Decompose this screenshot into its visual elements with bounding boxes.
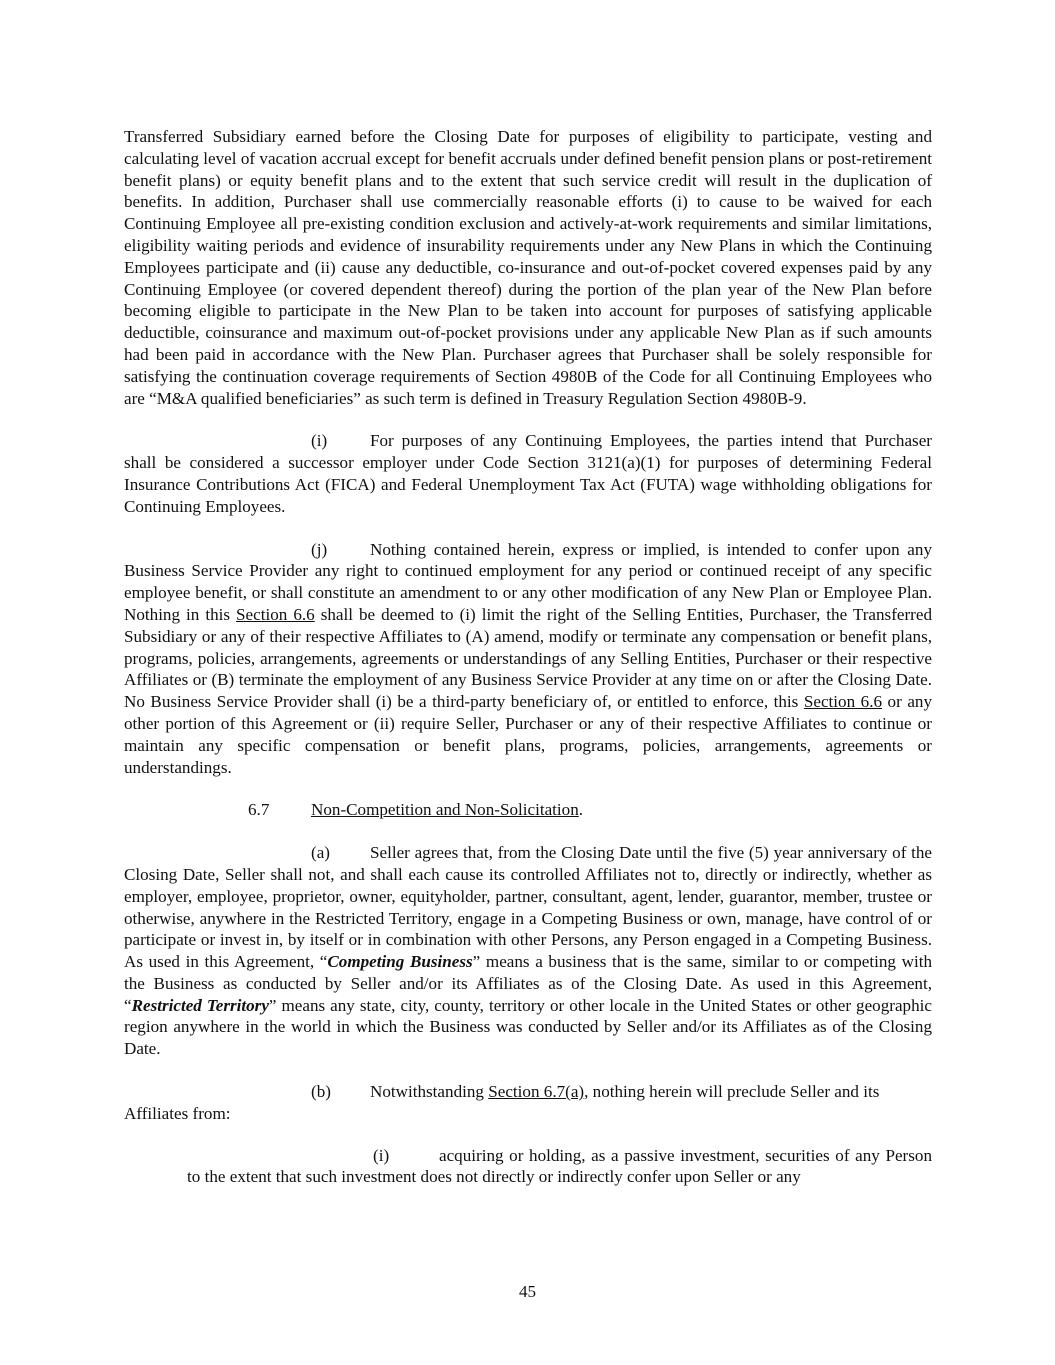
clause-j-text-3: or any other portion of this Agreement or (ii) require Seller, Purchaser or any of their respective Affiliates to continue or maintain any specific compensation or benefit plans, programs, policies, arrangements, agreements or understandings. — [124, 692, 933, 777]
carryover-paragraph: Transferred Subsidiary earned before the Closing Date for purposes of eligibility to participate, vesting and calculating level of vacation accrual except for benefit accruals under defined benefit pension plans or post-retirement benefit plans) or equity benefit plans and to the extent that such service credit will result in the duplication of benefits. In addition, Purchaser shall use commercially reasonable efforts (i) to cause to be waived for each Continuing Employee all pre-existing condition exclusion and actively-at-work requirements and similar limitations, eligibility waiting periods and evidence of insurability requirements under any New Plans in which the Continuing Employees participate and (ii) cause any deductible, co-insurance and out-of-pocket covered expenses paid by any Continuing Employee (or covered dependent thereof) during the portion of the plan year of the New Plan before becoming eligible to participate in the New Plan to be taken into account for purposes of satisfying applicable deductible, coinsurance and maximum out-of-pocket provisions under any applicable New Plan as if such amounts had been paid in accordance with the New Plan. Purchaser agrees that Purchaser shall be solely responsible for satisfying the continuation coverage requirements of Section 4980B of the Code for all Continuing Employees who are “M&A qualified beneficiaries” as such term is defined in Treasury Regulation Section 4980B-9. — [124, 127, 932, 408]
clause-i-paragraph — [124, 430, 932, 517]
clause-b-i-paragraph — [124, 1145, 932, 1189]
clause-a-text-2: ” means a business that is the same, similar to or competing with the Business as conducted by Seller and/or its Affiliates as of the Closing Date. As used in this Agreement, “ — [124, 952, 932, 1015]
clause-a-paragraph — [124, 842, 932, 1060]
defined-term-competing-business: Competing Business — [327, 952, 473, 972]
defined-term-restricted-territory: Restricted Territory — [131, 995, 269, 1015]
clause-b-first-line — [124, 1081, 932, 1103]
section-6-7a-reference: Section 6.7(a) — [488, 1082, 585, 1102]
clause-j-text-2: shall be deemed to (i) limit the right of the Selling Entities, Purchaser, the Transferred Subsidiary or any of their respective Affiliates to (A) amend, modify or terminate any compensation or benefit plans, programs, policies, arrangements, agreements or understandings of any Selling Entities, Purchaser or their respective Affiliates or (B) terminate the employment of any Business Service Provider at any time on or after the Closing Date. No Business Service Provider shall (i) be a third-party beneficiary of, or entitled to enforce, this — [124, 604, 932, 712]
clause-b-text-2: , nothing herein will preclude Seller and its — [584, 1082, 880, 1102]
clause-a-text-1: Seller agrees that, from the Closing Date until the five (5) year anniversary of the Closing Date, Seller shall not, and shall each cause its controlled Affiliates not to, directly or indirectly, whether as employer, employee, proprietor, owner, equityholder, partner, consultant, agent, lender, guarantor, member, trustee or otherwise, anywhere in the Restricted Territory, engage in a Competing Business or own, manage, have control of or participate or invest in, by itself or in combination with other Persons, any Person engaged in a Competing Business. As used in this Agreement, “ — [124, 843, 932, 972]
clause-b-i-text: acquiring or holding, as a passive investment, securities of any Person to the extent that such investment does not directly or indirectly confer upon Seller or any — [187, 1145, 932, 1187]
section-title: Non-Competition and Non-Solicitation — [311, 800, 579, 820]
clause-j-text-1: Nothing contained herein, express or implied, is intended to confer upon any Business Service Provider any right to continued employment for any period or continued receipt of any specific employee benefit, or shall constitute an amendment to or any other modification of any New Plan or Employee Plan. Nothing in this — [124, 539, 932, 624]
clause-b-i-label: (i) — [373, 1145, 390, 1165]
clause-a-text-3: ” means any state, city, county, territory or other locale in the United States or other geographic region anywhere in the world in which the Business was conducted by Seller and/or its Affiliates as of the Closing Date. — [124, 995, 932, 1059]
clause-j-label: (j) — [311, 539, 328, 559]
section-number: 6.7 — [248, 800, 270, 820]
section-6-6-reference-2: Section 6.6 — [803, 692, 883, 712]
clause-i-label: (i) — [311, 431, 328, 451]
clause-b-text-1: Notwithstanding — [370, 1082, 489, 1102]
clause-i-text: For purposes of any Continuing Employees, the parties intend that Purchaser shall be considered a successor employer under Code Section 3121(a)(1) for purposes of determining Federal Insurance Contributions Act (FICA) and Federal Unemployment Tax Act (FUTA) wage withholding obligations for Continuing Employees. — [124, 431, 932, 516]
page-number: 45 — [518, 1282, 537, 1301]
section-heading — [248, 799, 932, 821]
clause-b-paragraph — [124, 1081, 932, 1125]
section-title-period: . — [578, 800, 584, 820]
clause-b-second-line: Affiliates from: — [124, 1103, 231, 1123]
clause-a-label: (a) — [311, 843, 330, 863]
clause-j-paragraph — [124, 539, 932, 779]
clause-b-label: (b) — [311, 1082, 331, 1102]
section-6-6-reference: Section 6.6 — [236, 604, 315, 624]
document-body — [124, 126, 932, 1188]
